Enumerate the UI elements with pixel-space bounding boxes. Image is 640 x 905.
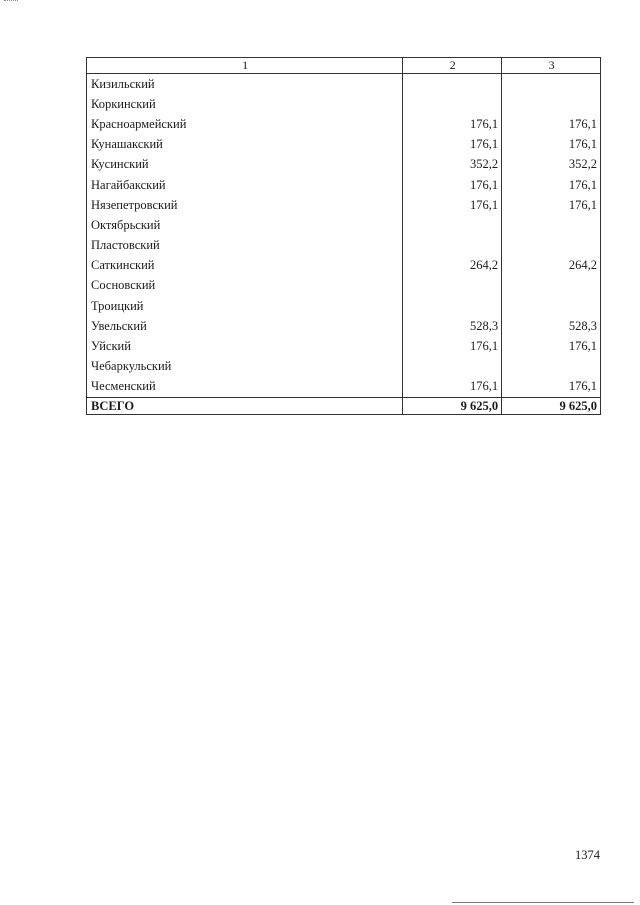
- table-body: [87, 74, 601, 398]
- table-row: [87, 74, 601, 95]
- bottom-rule: [452, 902, 634, 903]
- budget-table: [86, 57, 601, 415]
- row-name-cell: Чесменский: [87, 377, 403, 398]
- table-row: [87, 114, 601, 134]
- table-row: [87, 316, 601, 336]
- row-col3-cell: [502, 74, 601, 95]
- row-col2-cell: [403, 357, 502, 377]
- table-row: [87, 377, 601, 398]
- row-col3-cell: 176,1: [502, 135, 601, 155]
- row-name-cell: Пластовский: [87, 236, 403, 256]
- row-name-cell: Кунашакский: [87, 135, 403, 155]
- row-col3-cell: 176,1: [502, 175, 601, 195]
- row-col3-cell: 176,1: [502, 195, 601, 215]
- row-name-cell: Сосновский: [87, 276, 403, 296]
- row-name-cell: Увельский: [87, 316, 403, 336]
- row-col2-cell: [403, 215, 502, 235]
- page-number: 1374: [575, 848, 600, 862]
- table-row: [87, 215, 601, 235]
- table-row: [87, 94, 601, 114]
- row-col2-cell: [403, 236, 502, 256]
- row-col2-cell: 528,3: [403, 316, 502, 336]
- table-row: [87, 336, 601, 356]
- table-row: [87, 195, 601, 215]
- row-col3-cell: [502, 357, 601, 377]
- row-col3-cell: 176,1: [502, 377, 601, 398]
- table-row: [87, 175, 601, 195]
- total-label: ВСЕГО: [87, 398, 403, 415]
- row-col3-cell: [502, 94, 601, 114]
- row-name-cell: Чебаркульский: [87, 357, 403, 377]
- table-row: [87, 135, 601, 155]
- row-name-cell: Нязепетровский: [87, 195, 403, 215]
- row-col3-cell: 528,3: [502, 316, 601, 336]
- row-name-cell: Уйский: [87, 336, 403, 356]
- row-col2-cell: 176,1: [403, 377, 502, 398]
- table-header-row: [87, 58, 601, 74]
- total-col2: 9 625,0: [403, 398, 502, 415]
- row-col2-cell: 176,1: [403, 175, 502, 195]
- row-col3-cell: 352,2: [502, 155, 601, 175]
- row-name-cell: Кизильский: [87, 74, 403, 95]
- row-name-cell: Саткинский: [87, 256, 403, 276]
- row-col3-cell: 176,1: [502, 114, 601, 134]
- row-col2-cell: [403, 94, 502, 114]
- table-row: [87, 256, 601, 276]
- row-col2-cell: 176,1: [403, 114, 502, 134]
- column-header-3: 3: [502, 58, 601, 74]
- row-col3-cell: [502, 296, 601, 316]
- table-row: [87, 296, 601, 316]
- row-name-cell: Красноармейский: [87, 114, 403, 134]
- table-row: [87, 236, 601, 256]
- row-name-cell: Коркинский: [87, 94, 403, 114]
- total-col3: 9 625,0: [502, 398, 601, 415]
- table-row: [87, 155, 601, 175]
- column-header-1: 1: [87, 58, 403, 74]
- table-row: [87, 357, 601, 377]
- row-col3-cell: [502, 276, 601, 296]
- column-header-2: 2: [403, 58, 502, 74]
- row-name-cell: Кусинский: [87, 155, 403, 175]
- row-col2-cell: 176,1: [403, 135, 502, 155]
- row-col3-cell: [502, 215, 601, 235]
- row-col3-cell: 176,1: [502, 336, 601, 356]
- row-col3-cell: [502, 236, 601, 256]
- row-col3-cell: 264,2: [502, 256, 601, 276]
- row-col2-cell: 176,1: [403, 195, 502, 215]
- row-col2-cell: [403, 74, 502, 95]
- row-name-cell: Нагайбакский: [87, 175, 403, 195]
- table-row: [87, 276, 601, 296]
- row-col2-cell: [403, 276, 502, 296]
- scan-artifact: [4, 0, 18, 4]
- row-name-cell: Троицкий: [87, 296, 403, 316]
- row-col2-cell: 176,1: [403, 336, 502, 356]
- row-name-cell: Октябрьский: [87, 215, 403, 235]
- row-col2-cell: 352,2: [403, 155, 502, 175]
- total-row: [87, 398, 601, 415]
- row-col2-cell: 264,2: [403, 256, 502, 276]
- row-col2-cell: [403, 296, 502, 316]
